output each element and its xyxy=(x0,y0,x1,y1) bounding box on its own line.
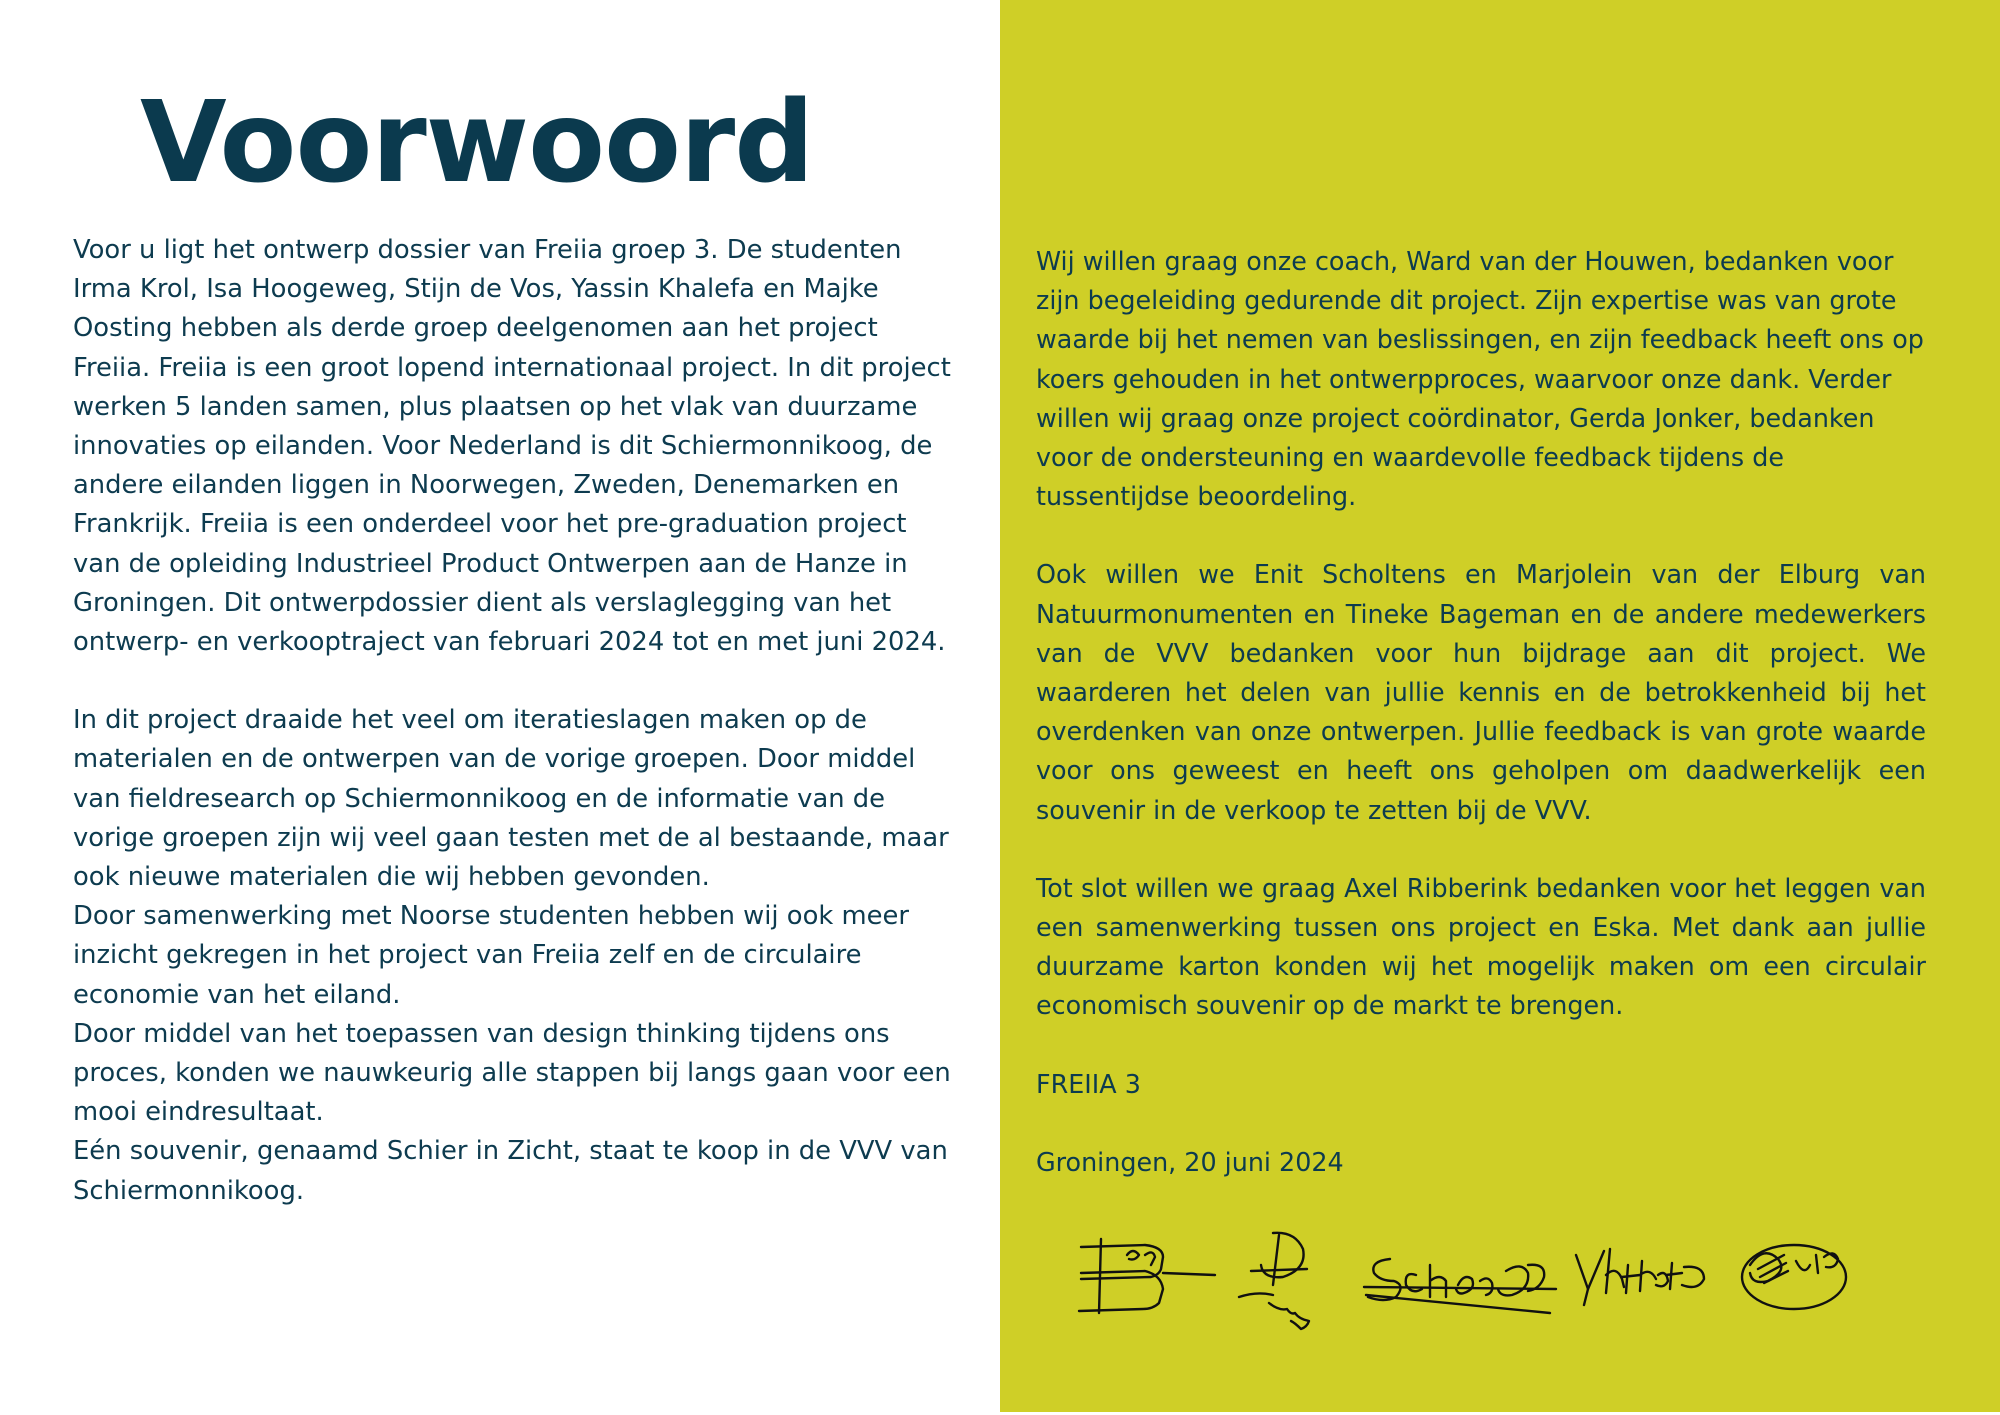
page-title: Voorwoord xyxy=(140,78,814,208)
acknowledgements-text xyxy=(1036,242,1926,1221)
sign-off: FREIIA 3 xyxy=(1036,1068,1141,1099)
signature-1 xyxy=(1073,1225,1223,1325)
signature-4 xyxy=(1570,1225,1710,1325)
place-date: Groningen, 20 juni 2024 xyxy=(1036,1146,1344,1177)
signature-3 xyxy=(1360,1225,1560,1325)
signatures xyxy=(1070,1225,1870,1335)
thanks-paragraph-2: Ook willen we Enit Scholtens en Marjolein van der Elburg van Natuurmonumenten en Tineke Bageman en de andere medewerkers van de VVV bedanken voor hun bijdrage aan dit project. We waarderen het delen van jullie kennis en de betrokkenheid bij het overdenken van onze ontwerpen. Jullie feedback is van grote waarde voor ons geweest en heeft ons geholpen om daadwerkelijk een souvenir in de verkoop te zetten bij de VVV. xyxy=(1036,559,1926,825)
signature-2 xyxy=(1233,1225,1323,1335)
intro-text xyxy=(73,231,953,1250)
intro-paragraph-1: Voor u ligt het ontwerp dossier van Freiia groep 3. De studenten Irma Krol, Isa Hoogeweg, Stijn de Vos, Yassin Khalefa en Majke Oosting hebben als derde groep deelgenomen aan het project Freiia. Freiia is een groot lopend internationaal project. In dit project werken 5 landen samen, plus plaatsen op het vlak van duurzame innovaties op eilanden. Voor Nederland is dit Schiermonnikoog, de andere eilanden liggen in Noorwegen, Zweden, Denemarken en Frankrijk. Freiia is een onderdeel voor het pre-graduation project van de opleiding Industrieel Product Ontwerpen aan de Hanze in Groningen. Dit ontwerpdossier dient als verslaglegging van het ontwerp- en verkooptraject van februari 2024 tot en met juni 2024. xyxy=(73,235,951,658)
intro-paragraph-2: In dit project draaide het veel om iteratieslagen maken op de materialen en de ontwerpen van de vorige groepen. Door middel van fieldresearch op Schiermonnikoog en de informatie van de vorige groepen zijn wij veel gaan testen met de al bestaande, maar ook nieuwe materialen die wij hebben gevonden. Door samenwerking met Noorse studenten hebben wij ook meer inzicht gekregen in het project van Freiia zelf en de circulaire economie van het eiland. Door middel van het toepassen van design thinking tijdens ons proces, konden we nauwkeurig alle stappen bij langs gaan voor een mooi eindresultaat. Eén souvenir, genaamd Schier in Zicht, staat te koop in de VVV van Schiermonnikoog. xyxy=(73,705,951,1206)
thanks-paragraph-1: Wij willen graag onze coach, Ward van der Houwen, bedanken voor zijn begeleiding gedurende dit project. Zijn expertise was van grote waarde bij het nemen van beslissingen, en zijn feedback heeft ons op koers gehouden in het ontwerpproces, waarvoor onze dank. Verder willen wij graag onze project coördinator, Gerda Jonker, bedanken voor de ondersteuning en waardevolle feedback tijdens de tussentijdse beoordeling. xyxy=(1036,246,1924,512)
signature-5 xyxy=(1738,1225,1858,1325)
thanks-paragraph-3: Tot slot willen we graag Axel Ribberink bedanken voor het leggen van een samenwerking tussen ons project en Eska. Met dank aan jullie duurzame karton konden wij het mogelijk maken om een circulair economisch souvenir op de markt te brengen. xyxy=(1036,872,1926,1021)
